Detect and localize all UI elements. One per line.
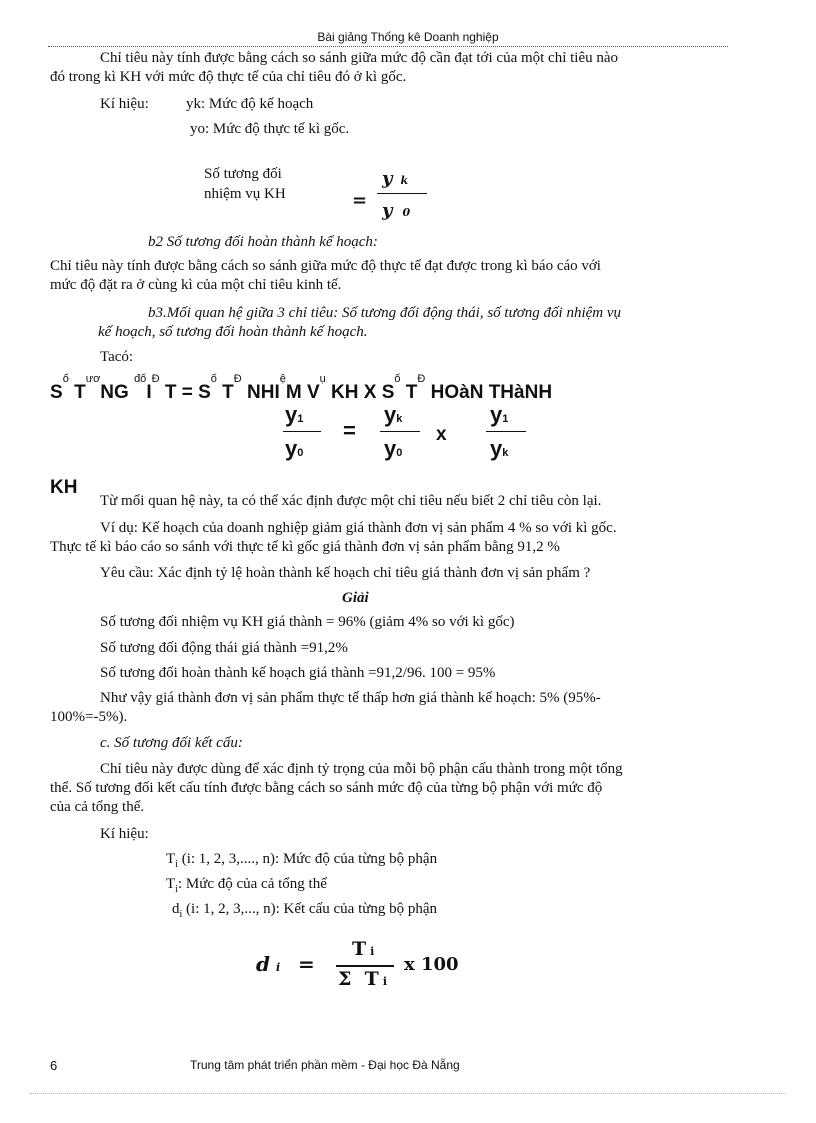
formula2-times: x — [436, 424, 447, 445]
relation-heading-tail: KH — [50, 477, 78, 498]
section-c-title: c. Số tương đối kết cấu: — [100, 735, 243, 751]
section-b2-title: b2 Số tương đối hoàn thành kế hoạch: — [148, 234, 378, 250]
di-definition: $d_i$ (i: 1, 2, 3,..., n): Kết cấu của từng bộ phận — [172, 901, 438, 920]
formula3-equals: = — [298, 952, 315, 976]
formula3-multiply-100: x 100 — [404, 954, 459, 975]
formula2-d1: y0 — [285, 436, 304, 461]
notation-label-2: Kí hiệu: — [100, 826, 149, 842]
formula1-bar — [377, 193, 427, 194]
line: của cả tổng thể. — [50, 799, 145, 815]
line: Chỉ tiêu này tính được bằng cách so sánh giữa mức độ cần đạt tới của một chỉ tiêu nào — [100, 50, 619, 66]
formula2-n3: y1 — [490, 402, 509, 427]
solution-conclusion — [50, 689, 728, 727]
t-definition: $T_i$: Mức độ của cả tổng thể — [166, 876, 327, 895]
yo-definition: yo: Mức độ thực tế kì gốc. — [190, 121, 350, 137]
line: đó trong kì KH với mức độ thực tế của chỉ tiêu đó ở kì gốc. — [50, 69, 407, 85]
formula2-bar1 — [283, 431, 321, 432]
para-c — [50, 760, 728, 817]
solution-title: Giải — [342, 590, 369, 606]
line: Như vậy giá thành đơn vị sản phẩm thực tế thấp hơn giá thành kế hoạch: 5% (95%- — [100, 690, 601, 706]
solution-line-3: Số tương đối hoàn thành kế hoạch giá thành =91,2/96. 100 = 95% — [100, 665, 496, 681]
taco-label: Tacó: — [100, 349, 134, 365]
formula2-n2: yk — [384, 402, 403, 427]
page-header: Bài giảng Thống kê Doanh nghiệp — [317, 30, 499, 44]
requirement: Yêu cầu: Xác định tỷ lệ hoàn thành kế hoạch chỉ tiêu giá thành đơn vị sản phẩm ? — [100, 565, 591, 581]
formula2-bar2 — [380, 431, 420, 432]
page-footer: Trung tâm phát triển phần mềm - Đại học Đà Nẵng — [190, 1058, 460, 1072]
formula2-equals: = — [343, 418, 356, 443]
footer-divider — [30, 1093, 786, 1094]
page-number: 6 — [50, 1058, 58, 1073]
line: kế hoạch, số tương đối hoàn thành kế hoạch. — [98, 324, 368, 340]
formula3-denominator: Σ T i — [338, 968, 387, 990]
solution-line-1: Số tương đối nhiệm vụ KH giá thành = 96% (giảm 4% so với kì gốc) — [100, 614, 515, 630]
formula1-numerator: yk — [382, 168, 409, 189]
relation-heading: $S^ố$ $T^{ươ}NG$ $^{đố}I^Đ$ $T = S^ố$ $T^Đ$ $NHI^ệM$ $V^ụ$ KH X $S^ố$ $T^Đ$ HOàN THàNH — [50, 373, 553, 403]
formula2-d2: y0 — [384, 436, 403, 461]
notation-label: Kí hiệu: — [100, 96, 149, 112]
line: Chỉ tiêu này được dùng để xác định tỷ trọng của mỗi bộ phận cấu thành trong một tổng — [100, 761, 623, 777]
para-intro — [50, 49, 728, 87]
solution-line-2: Số tương đối động thái giá thành =91,2% — [100, 640, 348, 656]
formula2-n1: y1 — [285, 402, 304, 427]
ti-definition: $T_i$ (i: 1, 2, 3,...., n): Mức độ của từng bộ phận — [166, 851, 438, 870]
section-b3-title — [50, 304, 728, 342]
formula2-bar3 — [486, 431, 526, 432]
formula3-bar — [336, 965, 394, 967]
formula3-d: di — [256, 952, 281, 976]
header-divider — [48, 46, 728, 47]
formula1-denominator: y 0 — [382, 200, 411, 221]
line: thể. Số tương đối kết cấu tính được bằng cách so sánh mức độ của từng bộ phận với mức độ — [50, 780, 603, 796]
line: Chỉ tiêu này tính được bằng cách so sánh giữa mức độ thực tế đạt được trong kì báo cáo với — [50, 258, 601, 274]
line: b3.Mối quan hệ giữa 3 chỉ tiêu: Số tương đối động thái, số tương đối nhiệm vụ — [148, 305, 622, 321]
line: 100%=-5%). — [50, 709, 128, 725]
line: mức độ đặt ra ở cùng kì của một chỉ tiêu kinh tế. — [50, 277, 342, 293]
formula1-label-line2: nhiệm vụ KH — [204, 186, 286, 202]
para-example — [50, 519, 728, 557]
line: Ví dụ: Kế hoạch của doanh nghiệp giảm giá thành đơn vị sản phẩm 4 % so với kì gốc. — [100, 520, 617, 536]
para-b2 — [50, 257, 728, 295]
formula1-equals: = — [352, 190, 368, 211]
formula3-numerator: Ti — [352, 938, 375, 960]
para-relation: Từ mối quan hệ này, ta có thể xác định được một chỉ tiêu nếu biết 2 chỉ tiêu còn lại. — [100, 493, 602, 509]
formula1-label-line1: Số tương đối — [204, 166, 282, 182]
formula2-d3: yk — [490, 436, 509, 461]
yk-definition: yk: Mức độ kế hoạch — [186, 96, 314, 112]
line: Thực tế kì báo cáo so sánh với thực tế kì gốc giá thành đơn vị sản phẩm bằng 91,2 % — [50, 539, 560, 555]
